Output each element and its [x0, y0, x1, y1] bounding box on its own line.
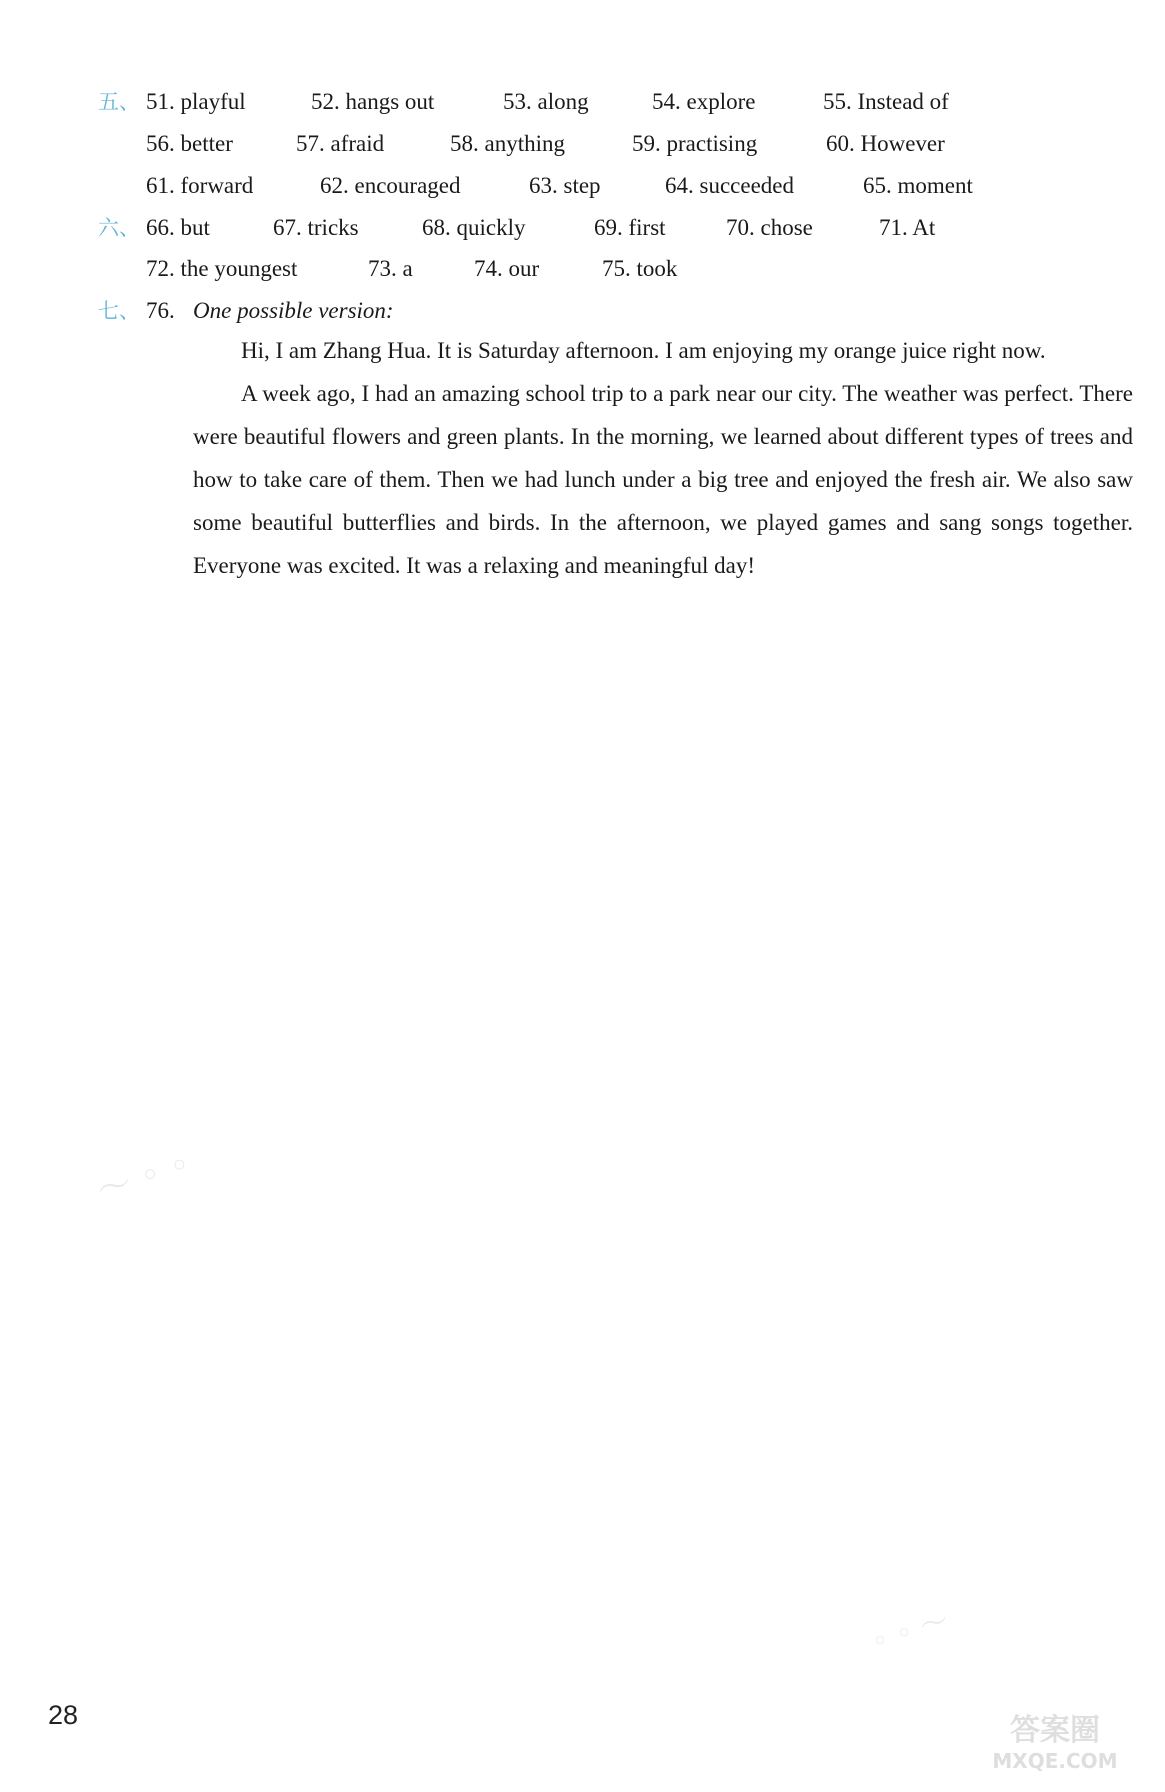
page-number: 28	[48, 1700, 79, 1730]
watermark-logo-text: 答案圈	[1010, 1713, 1100, 1748]
answer-67: 67. tricks	[273, 215, 359, 240]
section6-marker: 六、	[98, 216, 140, 240]
section5-row-2	[0, 124, 1165, 164]
section5-marker: 五、	[98, 90, 140, 114]
answer-57: 57. afraid	[296, 131, 385, 156]
watermark-faint-left: 〜 ◦ ◦	[92, 1144, 196, 1212]
answer-54: 54. explore	[652, 89, 756, 114]
answer-70: 70. chose	[726, 215, 813, 240]
section6-row-1	[0, 208, 1165, 248]
answer-61: 61. forward	[146, 173, 254, 198]
answer-56: 56. better	[146, 131, 233, 156]
answer-53: 53. along	[503, 89, 589, 114]
section5-row-1	[0, 82, 1165, 122]
answer-55: 55. Instead of	[823, 89, 949, 114]
answer-62: 62. encouraged	[320, 173, 461, 198]
answer-74: 74. our	[474, 256, 540, 281]
answer-73: 73. a	[368, 256, 413, 281]
section7-marker: 七、	[98, 299, 140, 323]
essay-paragraph-1: Hi, I am Zhang Hua. It is Saturday afternoon. I am enjoying my orange juice right now.	[241, 338, 1046, 363]
answer-63: 63. step	[529, 173, 601, 198]
watermark-logo-icon	[955, 1704, 1155, 1774]
section5-row-3	[0, 166, 1165, 206]
answer-72: 72. the youngest	[146, 256, 298, 281]
watermark-url-text: MXQE.COM	[992, 1749, 1118, 1773]
question-76-number: 76.	[146, 298, 175, 323]
essay-paragraph-2: A week ago, I had an amazing school trip to a park near our city. The weather was perfect. There were beautiful flowers and green plants. In the morning, we learned about different types of trees and how to take care of them. Then we had lunch under a big tree and enjoyed the fresh air. We also saw some beautiful butterflies and birds. In the afternoon, we played games and sang songs together. Everyone was excited. It was a relaxing and meaningful day!	[193, 381, 1133, 578]
answer-59: 59. practising	[632, 131, 758, 156]
answer-66: 66. but	[146, 215, 210, 240]
answer-65: 65. moment	[863, 173, 973, 198]
answer-52: 52. hangs out	[311, 89, 435, 114]
answer-58: 58. anything	[450, 131, 565, 156]
section7-header	[0, 291, 1165, 331]
answer-69: 69. first	[594, 215, 666, 240]
answer-51: 51. playful	[146, 89, 246, 114]
watermark-logo	[955, 1704, 1155, 1774]
answer-71: 71. At	[879, 215, 936, 240]
answer-75: 75. took	[602, 256, 678, 281]
answer-64: 64. succeeded	[665, 173, 794, 198]
section6-row-2	[0, 249, 1165, 289]
watermark-faint-right: ◦ ◦ 〜	[867, 1603, 953, 1660]
essay-body	[193, 329, 1133, 587]
answer-60: 60. However	[826, 131, 945, 156]
answer-68: 68. quickly	[422, 215, 526, 240]
essay-heading: One possible version:	[193, 298, 394, 323]
